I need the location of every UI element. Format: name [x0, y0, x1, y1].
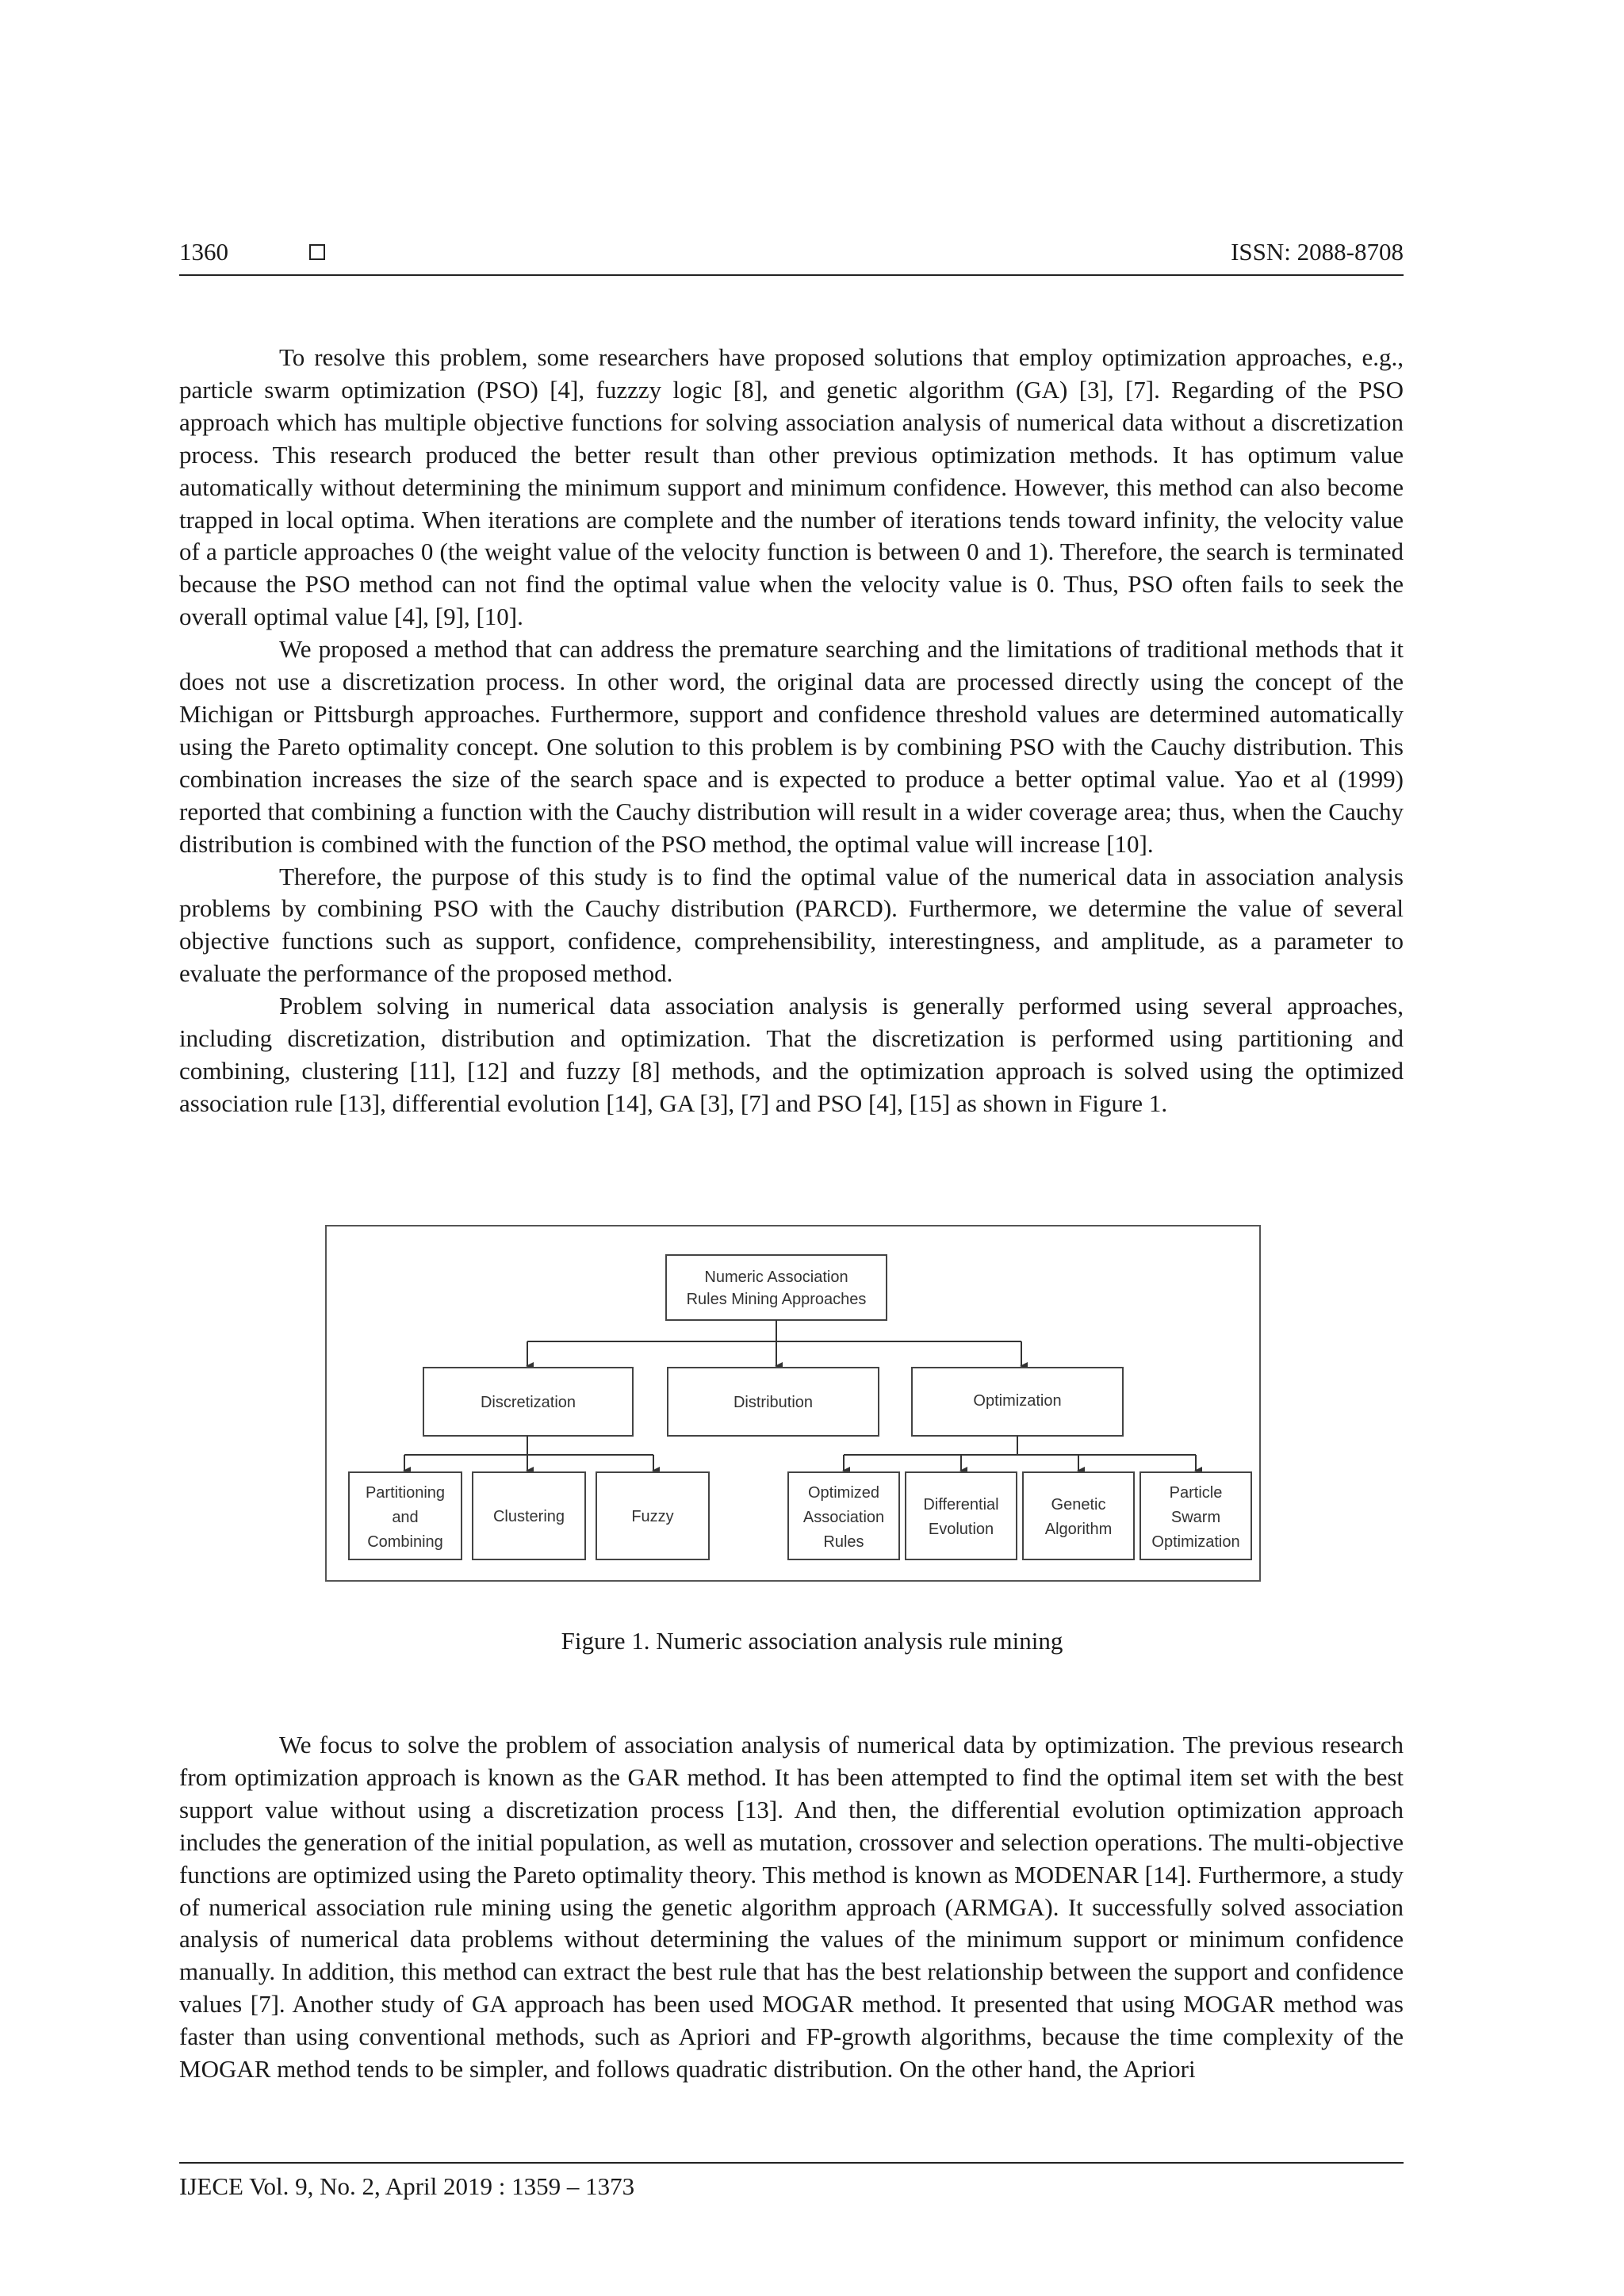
- label-line: Optimized: [807, 1484, 880, 1502]
- label-optimization: Optimization: [973, 1392, 1062, 1410]
- label-line: Genetic: [1051, 1496, 1106, 1513]
- root-label-line1: Numeric Association: [704, 1269, 848, 1286]
- node-genetic-algorithm: [1023, 1472, 1134, 1559]
- label-line: Particle: [1169, 1484, 1223, 1502]
- label-line: Rules: [823, 1533, 864, 1551]
- body-text-top: [179, 342, 1404, 1120]
- node-optimized-association-rules: [788, 1472, 899, 1559]
- label-line: Combining: [367, 1533, 443, 1551]
- paragraph: We proposed a method that can address the premature searching and the limitations of traditional methods that it does not use a discretization process. In other word, the original data are processed directly using the concept of the Michigan or Pittsburgh approaches. Furthermore, support and confidence threshold values are determined automatically using the Pareto optimality concept. One solution to this problem is by combining PSO with the Cauchy distribution. This combination increases the size of the search space and is expected to produce a better optimal value. Yao et al (1999) reported that combining a function with the Cauchy distribution will result in a wider coverage area; thus, when the Cauchy distribution is combined with the function of the PSO method, the optimal value will increase [10].: [179, 635, 1404, 858]
- node-particle-swarm-optimization: [1140, 1472, 1251, 1559]
- node-fuzzy: [596, 1472, 709, 1559]
- label-line: Clustering: [492, 1508, 565, 1525]
- footer-rule: [179, 2162, 1404, 2164]
- paragraph: Therefore, the purpose of this study is to find the optimal value of the numerical data in association analysis problems by combining PSO with the Cauchy distribution (PARCD). Furthermore, we determine the value of several objective functions such as support, confidence, comprehensibility, interestingness, and amplitude, as a parameter to evaluate the performance of the proposed method.: [179, 862, 1404, 988]
- journal-citation: IJECE Vol. 9, No. 2, April 2019 : 1359 – 1373: [179, 2172, 635, 2200]
- label-line: Evolution: [928, 1521, 994, 1538]
- header-rule: [179, 274, 1404, 276]
- figure-caption: Figure 1. Numeric association analysis rule mining: [561, 1627, 1063, 1655]
- paragraph: Problem solving in numerical data association analysis is generally performed using several approaches, including discretization, distribution and optimization. That the discretization is performed using partitioning and combining, clustering [11], [12] and fuzzy [8] methods, and the optimization approach is solved using the optimized association rule [13], differential evolution [14], GA [3], [7] and PSO [4], [15] as shown in Figure 1.: [179, 992, 1404, 1117]
- label-line: Partitioning: [365, 1484, 446, 1502]
- issn-label: ISSN: 2088-8708: [1231, 238, 1404, 266]
- label-line: Fuzzy: [631, 1508, 674, 1525]
- node-distribution: [668, 1368, 879, 1436]
- label-line: Algorithm: [1044, 1521, 1113, 1538]
- body-text-bottom: [179, 1729, 1404, 2086]
- label-discretization: Discretization: [480, 1394, 576, 1411]
- paragraph: We focus to solve the problem of association analysis of numerical data by optimization. The previous research from optimization approach is known as the GAR method. It has been attempted to find the optimal item set with the best support value without using a discretization process [13]. And then, the differential evolution optimization approach includes the generation of the initial population, as well as mutation, crossover and selection operations. The multi-objective functions are optimized using the Pareto optimality theory. This method is known as MODENAR [14]. Furthermore, a study of numerical association rule mining using the genetic algorithm approach (ARMGA). It successfully solved association analysis of numerical data problems without determining the values of the minimum support or minimum confidence manually. In addition, this method can extract the best rule that has the best relationship between the support and confidence values [7]. Another study of GA approach has been used MOGAR method. It presented that using MOGAR method was faster than using conventional methods, such as Apriori and FP-growth algorithms, because the time complexity of the MOGAR method tends to be simpler, and follows quadratic distribution. On the other hand, the Apriori: [179, 1731, 1404, 2084]
- node-discretization: [423, 1368, 633, 1436]
- page-number: 1360: [179, 238, 228, 266]
- label-distribution: Distribution: [733, 1394, 814, 1411]
- figure-diagram: [325, 1225, 1261, 1582]
- label-line: Association: [802, 1509, 885, 1526]
- label-line: Swarm: [1170, 1509, 1221, 1526]
- root-label-line2: Rules Mining Approaches: [686, 1291, 867, 1308]
- label-line: Differential: [923, 1496, 999, 1513]
- root-node: [666, 1255, 887, 1320]
- square-icon: [309, 244, 325, 260]
- paragraph: To resolve this problem, some researchers have proposed solutions that employ optimization approaches, e.g., particle swarm optimization (PSO) [4], fuzzzy logic [8], and genetic algorithm (GA) [3], [7]. Regarding of the PSO approach which has multiple objective functions for solving association analysis of numerical data without a discretization process. This research produced the better result than other previous optimization methods. It has optimum value automatically without determining the minimum support and minimum confidence. However, this method can also become trapped in local optima. When iterations are complete and the number of iterations tends toward infinity, the velocity value of a particle approaches 0 (the weight value of the velocity function is between 0 and 1). Therefore, the search is terminated because the PSO method can not find the optimal value when the velocity value is 0. Thus, PSO often fails to seek the overall optimal value [4], [9], [10].: [179, 343, 1404, 631]
- node-optimization: [912, 1368, 1123, 1436]
- label-line: and: [392, 1509, 419, 1526]
- node-differential-evolution: [906, 1472, 1017, 1559]
- node-partitioning-combining: [349, 1472, 462, 1559]
- label-line: Optimization: [1151, 1533, 1240, 1551]
- node-clustering: [473, 1472, 585, 1559]
